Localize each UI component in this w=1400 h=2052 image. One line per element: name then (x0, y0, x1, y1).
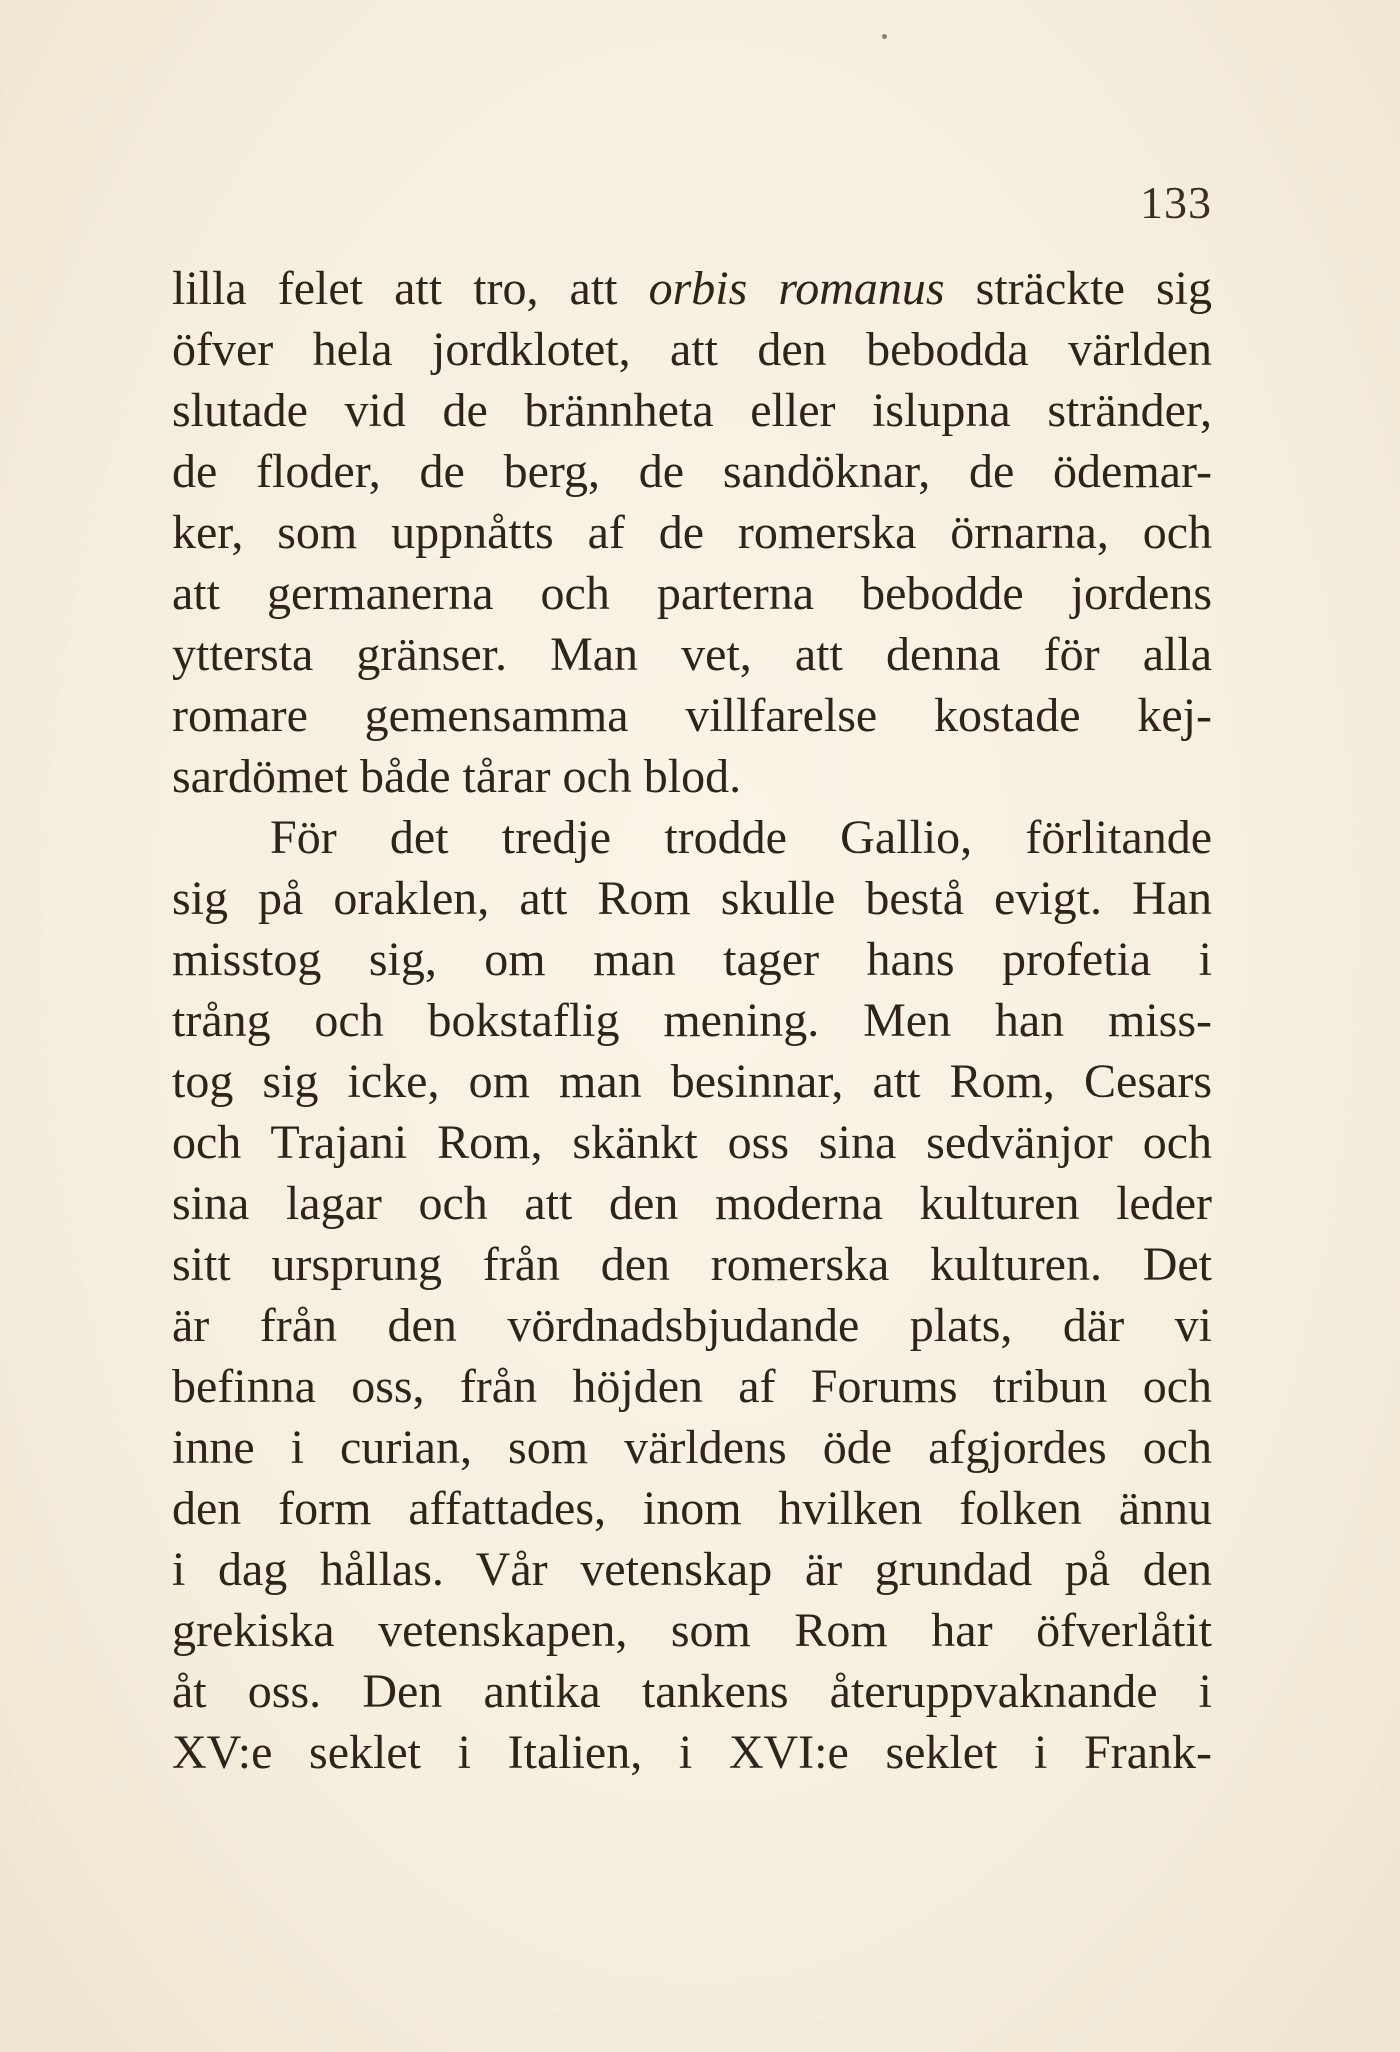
text-line: sardömet både tårar och blod. (172, 750, 742, 803)
text-line: i dag hållas. Vår vetenskap är grundad på den (172, 1543, 1212, 1596)
body-text (172, 258, 1212, 1783)
text-line: att germanerna och parterna bebodde jordens (172, 567, 1212, 620)
text-line: trång och bokstaflig mening. Men han miss- (172, 994, 1212, 1047)
paper-speck (882, 34, 887, 39)
text-line: romare gemensamma villfarelse kostade kej- (172, 689, 1212, 742)
text-line: åt oss. Den antika tankens återuppvaknande i (172, 1665, 1212, 1718)
text-line: och Trajani Rom, skänkt oss sina sedvänjor och (172, 1116, 1212, 1169)
text-line: misstog sig, om man tager hans profetia i (172, 933, 1212, 986)
text-line: den form affattades, inom hvilken folken ännu (172, 1482, 1212, 1535)
text-line: sig på oraklen, att Rom skulle bestå evigt. Han (172, 872, 1212, 925)
text-line: är från den vördnadsbjudande plats, där vi (172, 1299, 1212, 1352)
text-line: XV:e seklet i Italien, i XVI:e seklet i Frank- (172, 1726, 1212, 1779)
text-line (172, 258, 1212, 319)
italic-phrase: orbis romanus (648, 262, 945, 315)
text-line: öfver hela jordklotet, att den bebodda världen (172, 323, 1212, 376)
text-line: slutade vid de brännheta eller islupna stränder, (172, 384, 1212, 437)
text-span: sträckte sig (944, 262, 1212, 315)
paragraph-first-line: För det tredje trodde Gallio, förlitande (270, 811, 1212, 864)
text-line: sitt ursprung från den romerska kulturen. Det (172, 1238, 1212, 1291)
text-line: sina lagar och att den moderna kulturen leder (172, 1177, 1212, 1230)
text-line: befinna oss, från höjden af Forums tribun och (172, 1360, 1212, 1413)
text-line: ker, som uppnåtts af de romerska örnarna, och (172, 506, 1212, 559)
text-line: grekiska vetenskapen, som Rom har öfverlåtit (172, 1604, 1212, 1657)
text-line: yttersta gränser. Man vet, att denna för alla (172, 628, 1212, 681)
page-number: 133 (1140, 177, 1212, 228)
text-line: de floder, de berg, de sandöknar, de ödemar- (172, 445, 1212, 498)
text-span: lilla felet att tro, att (172, 262, 649, 315)
text-line: inne i curian, som världens öde afgjordes och (172, 1421, 1212, 1474)
text-line: tog sig icke, om man besinnar, att Rom, Cesars (172, 1055, 1212, 1108)
